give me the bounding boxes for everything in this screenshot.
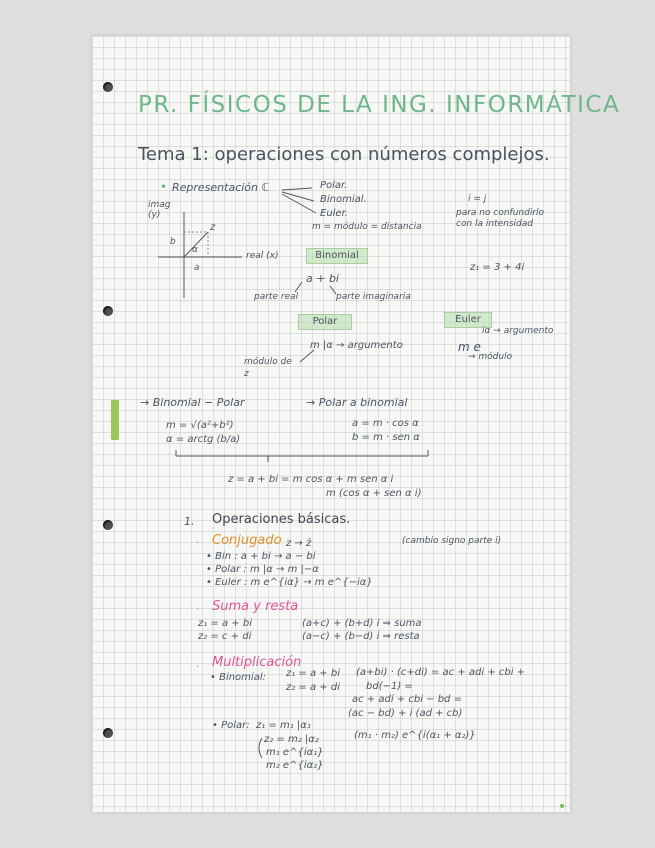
mult-polar-result: (m₁ · m₂) e^{i(α₁ + α₂)} (354, 730, 476, 741)
imag-axis-label: imag (y) (148, 200, 171, 220)
b-label: b (170, 237, 176, 247)
suma-z2: z₂ = c + di (198, 631, 252, 642)
mult-binomial-label: • Binomial: (210, 672, 266, 683)
form-binomial: Binomial. (320, 194, 367, 205)
arrow-modulo (300, 350, 314, 362)
real-axis-label: real (x) (246, 251, 279, 261)
alpha-label: α (192, 245, 198, 255)
mult-z1: z₁ = a + bi (286, 668, 340, 679)
mult-euler-2: m₂ e^{iα₂} (266, 760, 324, 771)
binomial-expr: a + bi (306, 272, 339, 285)
bullet-icon: · (196, 538, 200, 549)
z-line-1: z = a + bi = m cos α + m sen α i (228, 474, 394, 485)
b-formula: b = m · sen α (352, 432, 420, 443)
conjugado-euler: • Euler : m e^{iα} → m e^{−iα} (206, 577, 373, 588)
section-number: 1. (184, 515, 195, 528)
mult-polar-z1: z₁ = m₁ |α₁ (256, 720, 311, 731)
mult-line-1: (a+bi) · (c+di) = ac + adi + cbi + (356, 667, 526, 678)
conjugado-polar: • Polar : m |α → m |−α (206, 564, 319, 575)
parte-imag-label: parte imaginaria (336, 292, 411, 302)
parte-real-label: parte real (254, 292, 299, 302)
arrow-real-part (295, 282, 302, 292)
suma-z1: z₁ = a + bi (198, 618, 252, 629)
section-title: Operaciones básicas. (212, 512, 351, 527)
z-label: z (210, 222, 216, 233)
bullet-icon: • (160, 180, 168, 194)
mult-line-3: ac + adi + cbi − bd = (352, 694, 462, 705)
mult-euler-1: m₁ e^{iα₁} (266, 747, 324, 758)
suma-resta-title: Suma y resta (212, 599, 299, 614)
form-polar: Polar. (320, 180, 348, 191)
conjugado-arrow: z → z̄ (286, 538, 312, 549)
alpha-formula: α = arctg (b/a) (166, 434, 241, 445)
conjugado-bin: • Bin : a + bi → a − bi (206, 551, 316, 562)
i-equals-j: i = j (468, 194, 487, 204)
euler-box: Euler (444, 312, 492, 328)
no-confundir-note: para no confundirlo con la intensidad (456, 208, 545, 229)
mult-line-2: bd(−1) = (366, 681, 413, 692)
conjugado-title: Conjugado (212, 533, 282, 548)
z-line-2: m (cos α + sen α i) (326, 488, 422, 499)
polar-binomial-title: → Polar a binomial (306, 396, 408, 409)
polar-box: Polar (298, 314, 352, 330)
bullet-icon: · (196, 604, 200, 615)
bullet-icon: · (196, 662, 200, 673)
suma-result: (a+c) + (b+d) i ⇒ suma (302, 618, 422, 629)
binomial-example: z₁ = 3 + 4i (470, 262, 525, 273)
form-euler: Euler. (320, 208, 348, 219)
modulo-de-z: módulo de z (244, 357, 292, 379)
mult-polar-label: • Polar: (212, 720, 250, 731)
repr-heading: Representación ℂ (172, 181, 270, 194)
page-title: PR. FÍSICOS DE LA ING. INFORMÁTICA (138, 92, 621, 118)
euler-exponent: iα → argumento (482, 326, 554, 336)
a-formula: a = m · cos α (352, 418, 419, 429)
euler-modulo: → módulo (468, 352, 513, 362)
modulo-definition: m = módulo = distancia (312, 222, 422, 232)
m-formula: m = √(a²+b²) (166, 420, 234, 431)
conjugado-note: (cambio signo parte i) (402, 536, 502, 546)
polar-brace (259, 738, 262, 758)
euler-expr: m e (458, 340, 481, 354)
tema-title: Tema 1: operaciones con números complejos. (138, 144, 550, 165)
mult-polar-z2: z₂ = m₂ |α₂ (264, 734, 319, 745)
multiplicacion-title: Multiplicación (212, 655, 302, 670)
resta-result: (a−c) + (b−d) i ⇒ resta (302, 631, 420, 642)
binomial-polar-title: → Binomial − Polar (140, 396, 245, 409)
mult-line-4: (ac − bd) + i (ad + cb) (348, 708, 463, 719)
arrow-polar (282, 188, 312, 190)
corner-dot (560, 804, 564, 808)
a-label: a (194, 263, 200, 273)
mult-z2: z₂ = a + di (286, 682, 340, 693)
polar-expr: m |α → argumento (310, 340, 403, 351)
binomial-box: Binomial (306, 248, 368, 264)
